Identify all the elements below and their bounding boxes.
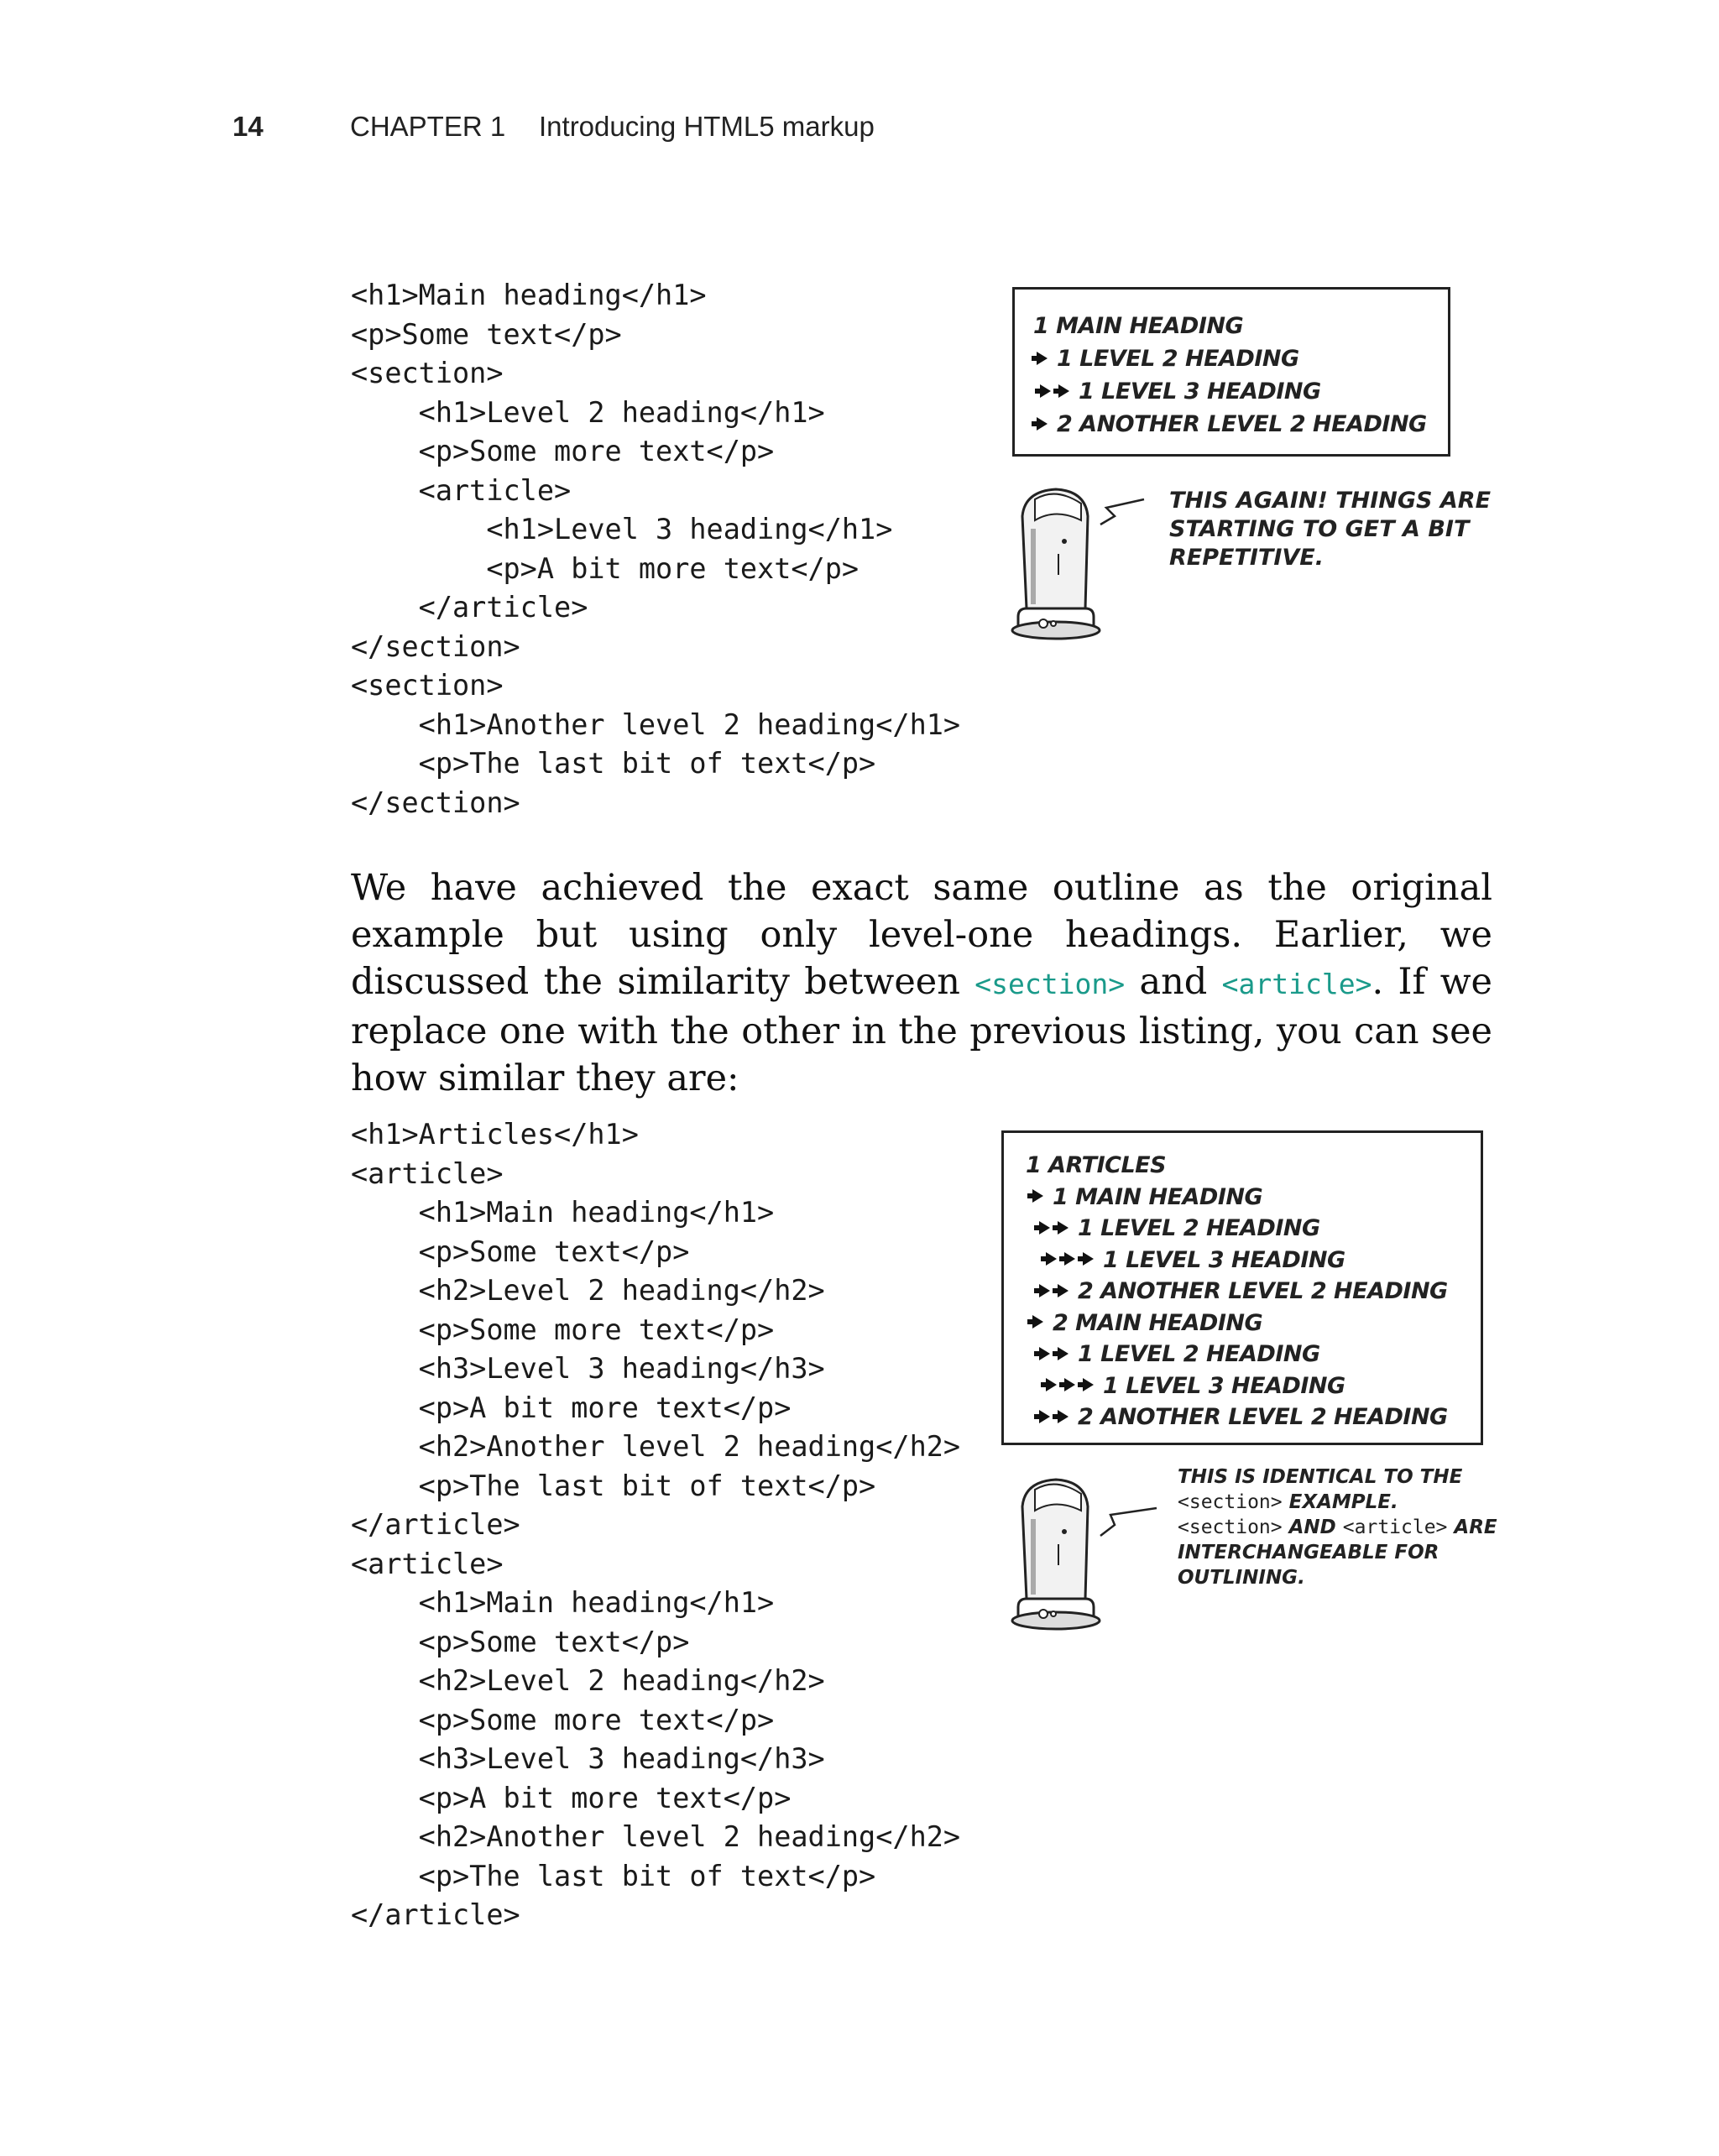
chapter-title: Introducing HTML5 markup [539, 111, 875, 142]
code-line: <h2>Level 2 heading</h2> [351, 1274, 825, 1307]
code-line: <h3>Level 3 heading</h3> [351, 1742, 825, 1775]
caption-2-line [1178, 1490, 1509, 1515]
code-line: </article> [351, 591, 588, 624]
outline-item-text: 1 LEVEL 3 HEADING [1103, 1372, 1345, 1399]
outline-item [1004, 1370, 1481, 1402]
mascot-illustration-2 [1001, 1473, 1178, 1632]
code-line: <h1>Another level 2 heading</h1> [351, 707, 961, 741]
arrow-icon [1058, 1410, 1068, 1423]
caption-text: EXAMPLE. [1282, 1491, 1398, 1513]
arrow-icon [1039, 1410, 1050, 1423]
code-line: <section> [351, 669, 504, 702]
arrow-icon [1032, 1315, 1043, 1329]
arrow-icon [1083, 1252, 1094, 1266]
chapter-label: CHAPTER 1 [350, 111, 506, 142]
caption-2-line: OUTLINING. [1178, 1567, 1305, 1589]
mascot-illustration-1 [1001, 483, 1169, 642]
arrow-icon [1037, 417, 1048, 431]
outline-item-text: 1 LEVEL 3 HEADING [1079, 378, 1321, 405]
caption-text: ARE [1447, 1517, 1497, 1538]
arrow-icon [1040, 384, 1051, 398]
inline-code-section: <section> [974, 968, 1126, 1000]
caption-1-line: THIS AGAIN! THINGS ARE [1169, 488, 1492, 514]
arrow-icon [1039, 1221, 1050, 1235]
outline-item-text: 1 LEVEL 2 HEADING [1057, 346, 1299, 372]
outline-item [1004, 1276, 1481, 1308]
code-line: </section> [351, 629, 520, 663]
code-line: <h2>Level 2 heading</h2> [351, 1664, 825, 1697]
code-line: <p>Some more text</p> [351, 435, 775, 467]
paragraph-text: and [1125, 961, 1222, 1003]
arrow-icon [1039, 1284, 1050, 1297]
caption-code-section: <section> [1178, 1517, 1283, 1538]
outline-item-text: 1 MAIN HEADING [1033, 313, 1244, 339]
code-line: <h1>Level 3 heading</h1> [351, 513, 893, 546]
arrow-icon [1058, 1284, 1068, 1297]
code-listing-1 [351, 276, 960, 822]
code-line: <p>Some text</p> [351, 1235, 690, 1268]
code-line: <h1>Level 2 heading</h1> [351, 395, 825, 429]
outline-item [1004, 1213, 1481, 1245]
arrow-icon [1058, 1221, 1068, 1235]
code-line: <h1>Main heading</h1> [351, 1586, 775, 1619]
outline-item-text: 1 MAIN HEADING [1053, 1183, 1263, 1210]
arrow-icon [1039, 1347, 1050, 1360]
outline-item [1004, 1339, 1481, 1370]
outline-item [1004, 1308, 1481, 1339]
arrow-icon [1058, 384, 1069, 398]
code-line: </article> [351, 1508, 520, 1541]
caption-text: AND [1282, 1517, 1343, 1538]
caption-2 [1178, 1464, 1509, 1590]
code-line: </article> [351, 1898, 520, 1931]
code-line: <p>The last bit of text</p> [351, 1859, 876, 1892]
caption-code-article: <article> [1342, 1517, 1448, 1538]
code-line: <article> [351, 1156, 504, 1190]
code-line: <p>The last bit of text</p> [351, 747, 876, 780]
caption-2-line [1178, 1515, 1509, 1540]
inline-code-article: <article> [1221, 968, 1372, 1000]
code-line: <article> [351, 473, 572, 507]
code-line: <p>Some more text</p> [351, 1703, 775, 1736]
outline-item [1004, 1245, 1481, 1276]
code-line: <p>The last bit of text</p> [351, 1469, 876, 1502]
arrow-icon [1032, 1189, 1043, 1203]
outline-item-text: 1 LEVEL 3 HEADING [1103, 1246, 1345, 1273]
outline-item-text: 1 LEVEL 2 HEADING [1078, 1215, 1320, 1241]
paragraph-text: We have achieved the exact same outline as the original example but using only level-one headings. Earlier, we discussed the similarity between [351, 867, 1492, 1003]
body-paragraph [351, 864, 1492, 1102]
code-line: <p>A bit more text</p> [351, 1781, 792, 1814]
arrow-icon [1064, 1252, 1075, 1266]
code-line: <h1>Articles</h1> [351, 1118, 639, 1151]
code-line: <h2>Another level 2 heading</h2> [351, 1820, 961, 1853]
outline-item-text: 2 ANOTHER LEVEL 2 HEADING [1078, 1278, 1448, 1304]
caption-2-line: INTERCHANGEABLE FOR [1178, 1542, 1439, 1563]
code-line: <h1>Main heading</h1> [351, 1196, 775, 1229]
caption-1 [1169, 487, 1505, 572]
caption-1-line: REPETITIVE. [1169, 545, 1324, 571]
outline-item-text: 1 LEVEL 2 HEADING [1078, 1341, 1320, 1367]
arrow-icon [1037, 352, 1048, 365]
arrow-icon [1058, 1347, 1068, 1360]
outline-item [1015, 342, 1448, 375]
outline-item-text: 1 ARTICLES [1026, 1152, 1167, 1178]
code-line: </section> [351, 786, 520, 819]
outline-item [1015, 408, 1448, 441]
outline-box-1 [1012, 287, 1450, 457]
code-line: <p>Some more text</p> [351, 1313, 775, 1346]
outline-item [1004, 1182, 1481, 1214]
paragraph-text: . If we replace one with the other in the previous listing, you can see how similar they are: [351, 961, 1492, 1099]
code-line: <p>Some text</p> [351, 1625, 690, 1658]
code-line: <h3>Level 3 heading</h3> [351, 1352, 825, 1385]
outline-item-text: 2 ANOTHER LEVEL 2 HEADING [1078, 1404, 1448, 1430]
page-number: 14 [233, 111, 264, 142]
outline-box-2 [1001, 1130, 1483, 1445]
outline-item-text: 2 MAIN HEADING [1053, 1309, 1263, 1336]
code-line: <p>Some text</p> [351, 317, 622, 351]
outline-item [1015, 375, 1448, 408]
code-line: <section> [351, 357, 504, 389]
code-line: <h2>Another level 2 heading</h2> [351, 1430, 961, 1463]
code-line: <h1>Main heading</h1> [351, 279, 707, 311]
outline-item-text: 2 ANOTHER LEVEL 2 HEADING [1057, 411, 1427, 437]
arrow-icon [1083, 1378, 1094, 1391]
outline-item [1004, 1150, 1481, 1182]
code-line: <p>A bit more text</p> [351, 1391, 792, 1424]
outline-item [1004, 1402, 1481, 1433]
arrow-icon [1046, 1378, 1057, 1391]
caption-code-section: <section> [1178, 1491, 1283, 1513]
code-line: <p>A bit more text</p> [351, 551, 860, 585]
arrow-icon [1064, 1378, 1075, 1391]
code-listing-2 [351, 1115, 960, 1935]
caption-2-line: THIS IS IDENTICAL TO THE [1178, 1466, 1463, 1488]
code-line: <article> [351, 1547, 504, 1580]
outline-item [1015, 310, 1448, 342]
caption-1-line: STARTING TO GET A BIT [1169, 516, 1470, 542]
arrow-icon [1046, 1252, 1057, 1266]
